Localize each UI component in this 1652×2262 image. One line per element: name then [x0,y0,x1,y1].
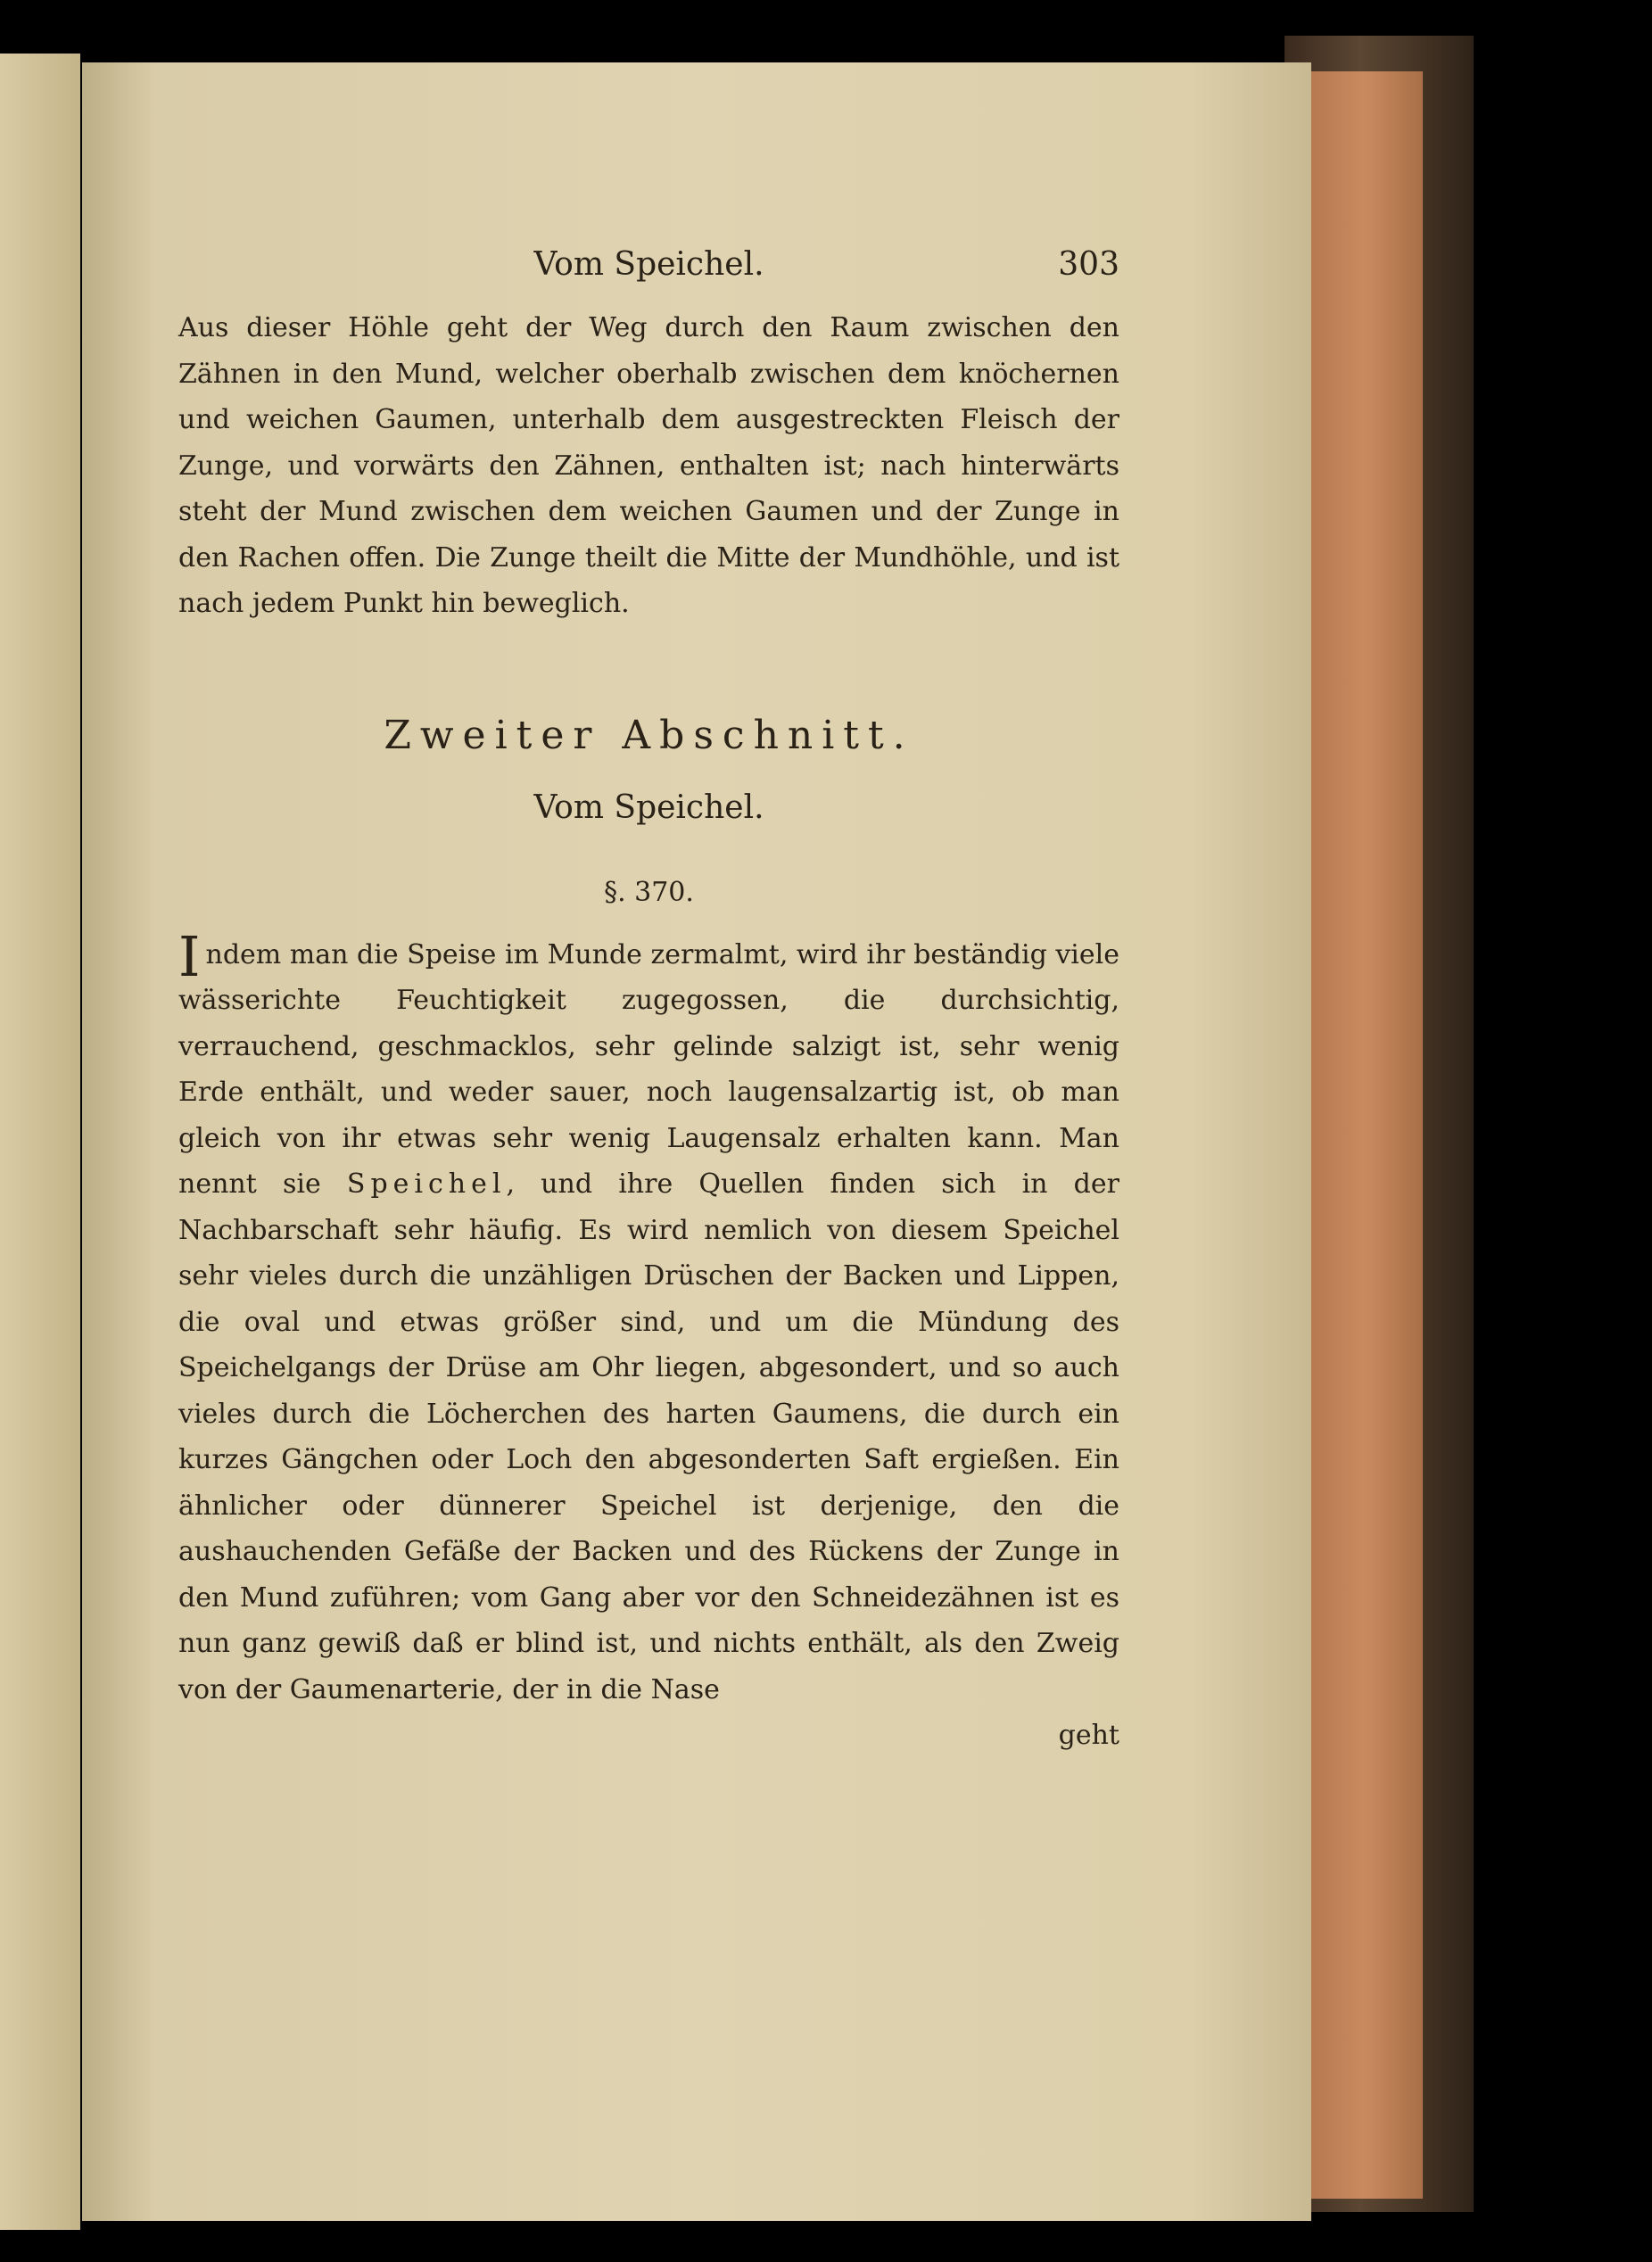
running-head [178,241,1119,294]
paragraph-saliva-part2: , und ihre Quellen finden sich in der Nachbarschaft sehr häufig. Es wird nemlich von diesem Speichel sehr vieles durch die unzähligen Drüschen der Backen und Lippen, die oval und etwas größer sind, und um die Mündung des Speichelgangs der Drüse am Ohr liegen, abgesondert, und so auch vieles durch die Löcherchen des harten Gaumens, die durch ein kurzes Gängchen oder Loch den abgesonderten Saft ergießen. Ein ähnlicher oder dünnerer Speichel ist derjenige, den die aushauchenden Gefäße der Backen und des Rückens der Zunge in den Mund zuführen; vom Gang aber vor den Schneidezähnen ist es nun ganz gewiß daß er blind ist, und nichts enthält, als den Zweig von der Gaumenarterie, der in die Nase [178,1168,1119,1705]
page-text [178,241,1119,1759]
drop-cap: I [178,923,201,989]
section-subheading: Vom Speichel. [533,788,764,826]
paragraph-mouth-cavity: Aus dieser Höhle geht der Weg durch den Raum zwischen den Zähnen in den Mund, welcher oberhalb zwischen dem knöchernen und weichen Gaumen, unterhalb dem ausgestreckten Fleisch der Zunge, und vorwärts den Zähnen, enthalten ist; nach hinterwärts steht der Mund zwischen dem weichen Gaumen und der Zunge in den Rachen offen. Die Zunge theilt die Mitte der Mundhöhle, und ist nach jedem Punkt hin beweglich. [178,312,1119,619]
catchword: geht [1058,1720,1119,1751]
running-title: Vom Speichel. [533,246,764,283]
section-number: §. 370. [604,876,694,908]
page-edges [1307,71,1423,2199]
section-heading: Zweiter Abschnitt. [384,712,914,758]
facing-page-edge [0,54,80,2230]
paragraph-saliva-part1: ndem man die Speise im Munde zermalmt, wird ihr beständig viele wässerichte Feuchtigkeit zugegossen, die durchsichtig, verrauchend, geschmacklos, sehr gelinde salzigt ist, sehr wenig Erde enthält, und weder sauer, noch laugensalzartig ist, ob man gleich von ihr etwas sehr wenig Laugensalz erhalten kann. Man nennt sie [178,938,1119,1200]
paragraph-saliva [178,923,1119,1713]
page-number: 303 [1058,246,1119,283]
emphasized-term: Speichel [346,1168,507,1200]
